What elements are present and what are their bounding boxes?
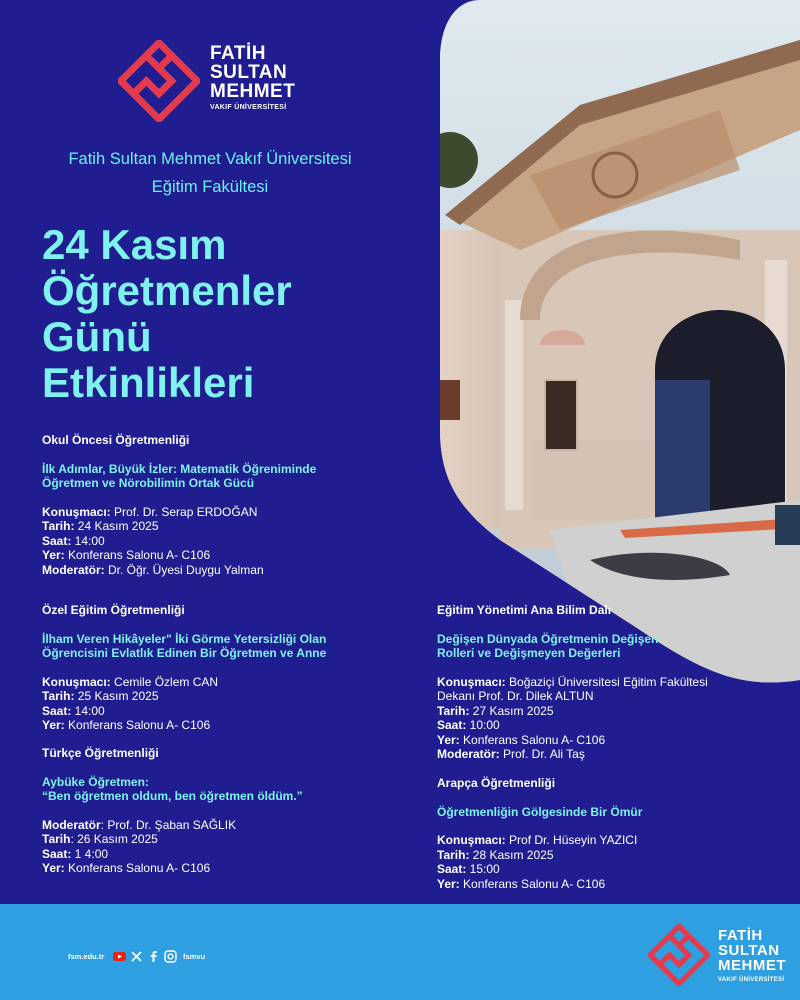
talk-title-line-2: Öğretmen ve Nörobilimin Ortak Gücü: [42, 476, 255, 490]
title-line-4: Etkinlikleri: [42, 359, 255, 406]
faculty-name: Eğitim Fakültesi: [151, 178, 269, 196]
moderator-label: Moderatör:: [42, 562, 105, 577]
speaker-label: Konuşmacı:: [437, 833, 506, 847]
university-logo: [118, 40, 318, 130]
date-value: 27 Kasım 2025: [469, 703, 554, 718]
logo-line-3: MEHMET: [210, 81, 296, 102]
section-heading: Eğitim Yönetimi Ana Bilim Dalı: [437, 603, 612, 617]
speaker-row-continued: Dekanı Prof. Dr. Dilek ALTUN: [437, 689, 594, 703]
date-value: 24 Kasım 2025: [74, 519, 159, 533]
moderator-label: Moderatör: [42, 817, 101, 832]
youtube-icon[interactable]: [113, 950, 126, 963]
place-value: Konferans Salonu A- C106: [459, 876, 606, 891]
speaker-label: Konuşmacı:: [42, 674, 111, 689]
date-label: Tarih:: [42, 689, 75, 703]
date-value: : 26 Kasım 2025: [70, 832, 158, 846]
speaker-value: Prof Dr. Hüseyin YAZICI: [505, 833, 638, 847]
moderator-label: Moderatör:: [437, 747, 500, 761]
speaker-value-line-1: Boğaziçi Üniversitesi Eğitim Fakültesi: [505, 674, 708, 689]
time-value: 14:00: [71, 703, 105, 718]
talk-title-line-1: Aybüke Öğretmen:: [42, 774, 149, 789]
date-label: Tarih:: [437, 847, 470, 862]
logo-line-1: FATİH: [210, 43, 266, 64]
talk-title-line-1: İlham Veren Hikâyeler" İki Görme Yetersizliği Olan: [42, 631, 327, 646]
talk-title-line-2: Öğrencisini Evlatlık Edinen Bir Öğretmen ve Anne: [42, 646, 327, 660]
moderator-row: [437, 747, 777, 762]
date-row: [437, 848, 777, 863]
logo-line-2: SULTAN: [718, 942, 780, 959]
logo-wordmark: [210, 44, 295, 113]
date-value: 25 Kasım 2025: [74, 689, 159, 703]
logo-subtitle: VAKIF ÜNİVERSİTESİ: [210, 104, 287, 111]
talk-title-line-1: İlk Adımlar, Büyük İzler: Matematik Öğreniminde: [42, 461, 317, 476]
place-value: Konferans Salonu A- C106: [459, 732, 606, 747]
speaker-label: Konuşmacı:: [42, 504, 111, 519]
title-line-2: Öğretmenler: [42, 267, 292, 314]
talk-title-line-1: Öğretmenliğin Gölgesinde Bir Ömür: [437, 804, 643, 819]
section-arapca: [437, 776, 777, 891]
speaker-value: Prof. Dr. Serap ERDOĞAN: [110, 504, 258, 519]
time-value: 14:00: [71, 533, 105, 548]
talk-title: [42, 775, 432, 804]
time-label: Saat:: [437, 718, 467, 732]
footer: [0, 904, 800, 1000]
time-row: [42, 847, 432, 862]
place-value: Konferans Salonu A- C106: [64, 861, 211, 875]
logo-line-2: SULTAN: [210, 62, 288, 83]
time-row: [42, 704, 432, 719]
social-links: [113, 948, 205, 964]
place-label: Yer:: [42, 718, 65, 732]
section-okul-oncesi: [42, 433, 442, 577]
time-label: Saat:: [42, 703, 72, 718]
moderator-value: Dr. Öğr. Üyesi Duygu Yalman: [104, 562, 264, 577]
moderator-value: Prof. Dr. Ali Taş: [499, 747, 585, 761]
place-row: [42, 861, 432, 876]
section-heading: Okul Öncesi Öğretmenliği: [42, 433, 190, 447]
place-label: Yer:: [42, 548, 65, 562]
speaker-row: [42, 505, 442, 520]
time-label: Saat:: [437, 862, 467, 876]
title-line-1: 24 Kasım: [42, 221, 227, 268]
date-label: Tarih:: [42, 519, 75, 533]
talk-title: [42, 632, 432, 661]
time-label: Saat:: [42, 846, 72, 861]
fsm-logo-mark-icon: [118, 40, 200, 122]
talk-title: [437, 805, 777, 820]
section-heading: Özel Eğitim Öğretmenliği: [42, 603, 185, 617]
section-turkce: [42, 746, 432, 876]
facebook-icon[interactable]: [147, 950, 160, 963]
place-value: Konferans Salonu A- C106: [64, 548, 211, 562]
university-name: Fatih Sultan Mehmet Vakıf Üniversitesi: [68, 150, 352, 168]
speaker-row: [42, 675, 432, 690]
section-ozel-egitim: [42, 603, 432, 733]
footer-logo: [648, 924, 798, 994]
time-row: [437, 718, 777, 733]
place-row: [42, 718, 432, 733]
footer-logo-wordmark: [718, 928, 786, 985]
talk-title-line-2: Rolleri ve Değişmeyen Değerleri: [437, 646, 621, 660]
place-row: [42, 548, 442, 563]
section-egitim-yonetimi: [437, 603, 777, 762]
place-row: [437, 877, 777, 892]
place-label: Yer:: [437, 732, 460, 747]
time-label: Saat:: [42, 533, 72, 548]
time-row: [437, 862, 777, 877]
moderator-row: [42, 818, 432, 833]
moderator-row: [42, 563, 442, 578]
building-photo: [440, 0, 800, 690]
page-title: [42, 222, 422, 406]
moderator-value: : Prof. Dr. Şaban SAĞLIK: [100, 817, 237, 832]
talk-title: [437, 632, 777, 661]
date-row: [437, 704, 777, 719]
date-value: 28 Kasım 2025: [469, 847, 554, 862]
fsm-logo-mark-icon: [648, 924, 710, 986]
date-row: [42, 519, 442, 534]
date-label: Tarih:: [437, 703, 470, 718]
place-label: Yer:: [437, 876, 460, 891]
place-value: Konferans Salonu A- C106: [64, 718, 211, 732]
speaker-row: [437, 833, 777, 848]
date-row: [42, 689, 432, 704]
speaker-value: Cemile Özlem CAN: [110, 674, 219, 689]
title-line-3: Günü: [42, 313, 152, 360]
x-icon[interactable]: [130, 950, 143, 963]
date-label: Tarih: [42, 832, 71, 846]
time-value: 10:00: [466, 718, 500, 732]
time-row: [42, 534, 442, 549]
place-label: Yer:: [42, 861, 65, 875]
logo-subtitle: VAKIF ÜNİVERSİTESİ: [718, 977, 785, 983]
date-row: [42, 832, 432, 847]
section-heading: Arapça Öğretmenliği: [437, 776, 556, 790]
place-row: [437, 733, 777, 748]
time-value: 15:00: [466, 862, 500, 876]
section-heading: Türkçe Öğretmenliği: [42, 746, 159, 760]
speaker-label: Konuşmacı:: [437, 674, 506, 689]
social-handle[interactable]: fsmvu: [183, 951, 206, 961]
logo-line-3: MEHMET: [718, 957, 786, 974]
talk-title-line-2: “Ben öğretmen oldum, ben öğretmen öldüm.”: [42, 789, 303, 803]
speaker-row: [437, 675, 777, 690]
talk-title: [42, 462, 442, 491]
instagram-icon[interactable]: [164, 950, 177, 963]
talk-title-line-1: Değişen Dünyada Öğretmenin Değişen: [437, 631, 659, 646]
time-value: 1 4:00: [71, 846, 109, 861]
logo-line-1: FATİH: [718, 927, 763, 944]
website-link[interactable]: fsm.edu.tr: [68, 952, 105, 961]
